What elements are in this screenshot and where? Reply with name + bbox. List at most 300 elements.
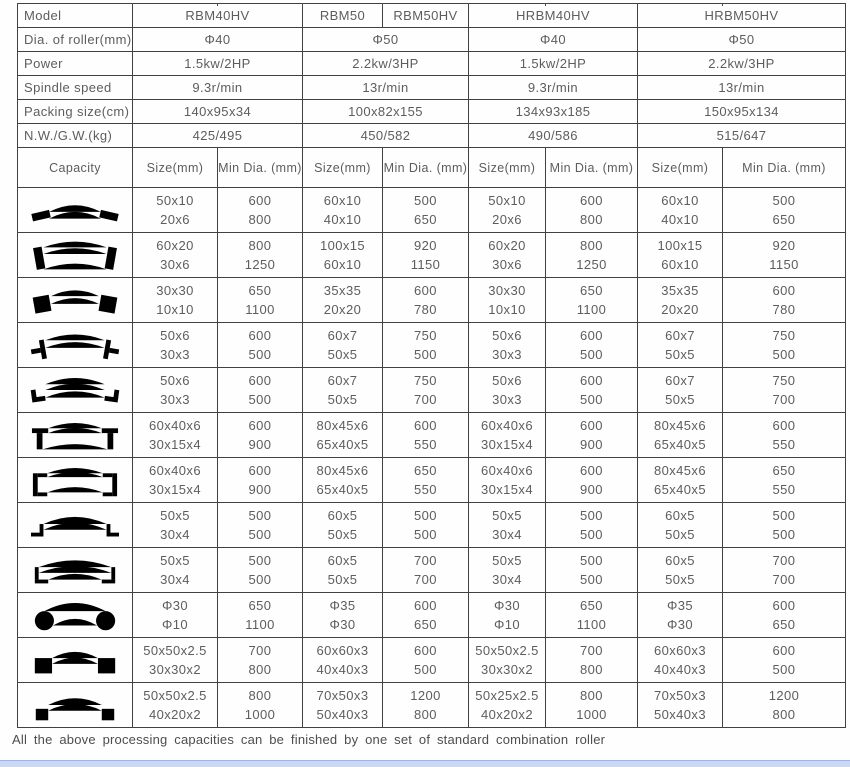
capacity-value-cell xyxy=(469,458,546,503)
capacity-value-cell xyxy=(303,413,383,458)
border-stub xyxy=(722,3,723,6)
spec-row xyxy=(18,76,846,100)
capacity-value-line: 50x6 xyxy=(160,328,190,343)
capacity-value-cell xyxy=(638,683,723,728)
capacity-value-line: 60x10 xyxy=(323,257,362,272)
capacity-value-line: 60x5 xyxy=(327,553,358,568)
capacity-value-cell xyxy=(383,503,469,548)
capacity-row xyxy=(18,638,846,683)
capacity-value-line: 30x15x4 xyxy=(149,482,201,497)
profile-icon-cell xyxy=(18,368,133,413)
capacity-value-line: 600 xyxy=(414,283,437,298)
capacity-value-line: 650 xyxy=(580,598,603,613)
spec-value: 490/586 xyxy=(469,124,638,148)
capacity-value-line: 10x10 xyxy=(488,302,526,317)
capacity-value-line: 60x40x6 xyxy=(149,463,201,478)
capacity-value-line: 30x30x2 xyxy=(481,662,533,677)
spec-value: 13r/min xyxy=(638,76,846,100)
capacity-value-line: 50x6 xyxy=(160,373,190,388)
capacity-value-line: 40x20x2 xyxy=(149,707,201,722)
capacity-value-cell xyxy=(133,188,218,233)
capacity-value-line: 700 xyxy=(772,572,796,587)
capacity-value-line: 900 xyxy=(248,437,272,452)
capacity-value-line: 600 xyxy=(772,643,796,658)
spec-value: RBM50 xyxy=(303,4,383,28)
border-stub xyxy=(637,3,638,6)
capacity-value-line: 800 xyxy=(248,662,272,677)
profile-icon-cell xyxy=(18,413,133,458)
capacity-value-line: 80x45x6 xyxy=(316,418,369,433)
capacity-value-cell xyxy=(303,278,383,323)
capacity-value-cell xyxy=(383,413,469,458)
capacity-value-line: 30x3 xyxy=(492,347,522,362)
spec-value: 140x95x34 xyxy=(133,100,303,124)
capacity-value-line: 50x10 xyxy=(156,193,194,208)
capacity-value-line: 65x40x5 xyxy=(316,482,369,497)
capacity-value-line: 1100 xyxy=(576,617,607,632)
capacity-value-line: 50x50x2.5 xyxy=(143,643,207,658)
capacity-value-line: 60x10 xyxy=(661,193,699,208)
round-tube-icon xyxy=(27,593,123,637)
footer-note: All the above processing capacities can be finished by one set of standard combination roller xyxy=(12,732,606,747)
capacity-value-line: 50x25x2.5 xyxy=(475,688,539,703)
capacity-value-line: 50x5 xyxy=(665,572,695,587)
capacity-value-line: 70x50x3 xyxy=(316,688,369,703)
capacity-value-cell xyxy=(303,548,383,593)
capacity-value-cell xyxy=(723,233,846,278)
capacity-value-line: 30x3 xyxy=(492,392,522,407)
capacity-value-line: 600 xyxy=(580,418,603,433)
capacity-value-line: 600 xyxy=(248,418,272,433)
capacity-value-cell xyxy=(218,548,303,593)
capacity-value-line: 30x6 xyxy=(492,257,522,272)
capacity-value-line: 500 xyxy=(414,508,437,523)
capacity-value-line: 600 xyxy=(580,463,603,478)
capacity-value-line: 60x7 xyxy=(327,328,358,343)
capacity-value-line: 40x10 xyxy=(661,212,699,227)
border-stub xyxy=(302,3,303,6)
capacity-value-cell xyxy=(546,503,638,548)
capacity-value-line: 500 xyxy=(580,553,603,568)
flat-bar-edge-icon xyxy=(27,233,123,277)
capacity-value-line: 500 xyxy=(580,572,603,587)
capacity-value-line: 650 xyxy=(580,283,603,298)
spec-row-label: Spindle speed xyxy=(18,76,133,100)
capacity-value-line: 30x15x4 xyxy=(149,437,201,452)
spec-row xyxy=(18,124,846,148)
capacity-value-line: 600 xyxy=(414,598,437,613)
spec-value: Φ50 xyxy=(638,28,846,52)
capacity-value-cell xyxy=(638,638,723,683)
capacity-value-line: 1100 xyxy=(245,302,275,317)
spec-sheet-page xyxy=(0,3,850,767)
capacity-value-cell xyxy=(723,593,846,638)
capacity-value-line: 500 xyxy=(580,347,603,362)
capacity-value-cell xyxy=(469,593,546,638)
capacity-value-line: 650 xyxy=(772,212,796,227)
capacity-value-cell xyxy=(638,323,723,368)
capacity-value-cell xyxy=(383,233,469,278)
capacity-value-line: 70x50x3 xyxy=(654,688,706,703)
capacity-value-line: 500 xyxy=(248,553,272,568)
capacity-value-line: 35x35 xyxy=(661,283,699,298)
capacity-value-line: 60x7 xyxy=(665,328,695,343)
spec-value: 100x82x155 xyxy=(303,100,469,124)
capacity-row xyxy=(18,323,846,368)
capacity-value-line: 30x30x2 xyxy=(149,662,201,677)
capacity-value-cell xyxy=(133,593,218,638)
capacity-value-line: 700 xyxy=(414,553,437,568)
spec-value: 1.5kw/2HP xyxy=(133,52,303,76)
capacity-value-cell xyxy=(133,323,218,368)
spec-section xyxy=(18,4,846,148)
capacity-value-line: Φ35 xyxy=(329,598,356,613)
min-dia-column-header: Min Dia. (mm) xyxy=(723,148,846,188)
border-stub xyxy=(382,3,383,6)
capacity-row xyxy=(18,368,846,413)
spec-value: HRBM50HV xyxy=(638,4,846,28)
capacity-value-line: 30x30 xyxy=(488,283,526,298)
capacity-row xyxy=(18,458,846,503)
capacity-value-line: 600 xyxy=(248,193,272,208)
capacity-value-line: 800 xyxy=(248,688,272,703)
capacity-value-cell xyxy=(218,368,303,413)
capacity-value-line: 40x40x3 xyxy=(654,662,706,677)
capacity-value-line: 600 xyxy=(772,283,796,298)
capacity-value-line: 750 xyxy=(772,328,796,343)
capacity-value-line: 50x5 xyxy=(160,508,190,523)
spec-value: 9.3r/min xyxy=(133,76,303,100)
capacity-value-line: 30x15x4 xyxy=(481,437,533,452)
spec-value: 2.2kw/3HP xyxy=(638,52,846,76)
capacity-value-line: 500 xyxy=(772,193,796,208)
capacity-row xyxy=(18,188,846,233)
capacity-value-line: 750 xyxy=(772,373,796,388)
capacity-value-line: 500 xyxy=(414,193,437,208)
capacity-value-line: 800 xyxy=(248,238,272,253)
capacity-value-line: 1100 xyxy=(576,302,607,317)
capacity-value-line: 500 xyxy=(248,392,272,407)
capacity-value-line: 650 xyxy=(414,212,437,227)
capacity-value-cell xyxy=(546,638,638,683)
capacity-value-cell xyxy=(218,683,303,728)
capacity-value-cell xyxy=(723,278,846,323)
capacity-value-cell xyxy=(638,548,723,593)
capacity-value-line: 60x20 xyxy=(156,238,194,253)
capacity-value-cell xyxy=(303,233,383,278)
capacity-value-line: 65x40x5 xyxy=(654,482,706,497)
capacity-value-line: 50x5 xyxy=(327,527,358,542)
border-stub xyxy=(845,3,846,6)
border-stub xyxy=(132,3,133,6)
capacity-value-line: 50x5 xyxy=(492,553,522,568)
capacity-value-line: 60x60x3 xyxy=(654,643,706,658)
spec-row xyxy=(18,4,846,28)
capacity-value-cell xyxy=(383,458,469,503)
capacity-value-line: 600 xyxy=(580,193,603,208)
capacity-value-line: 60x20 xyxy=(488,238,526,253)
capacity-value-line: 550 xyxy=(772,437,796,452)
spec-row-label: N.W./G.W.(kg) xyxy=(18,124,133,148)
capacity-value-cell xyxy=(723,683,846,728)
capacity-value-cell xyxy=(218,278,303,323)
capacity-value-cell xyxy=(218,413,303,458)
capacity-value-line: 20x20 xyxy=(661,302,699,317)
profile-icon-cell xyxy=(18,593,133,638)
capacity-value-line: 900 xyxy=(580,482,603,497)
capacity-value-line: 650 xyxy=(772,617,796,632)
capacity-value-cell xyxy=(469,413,546,458)
capacity-value-line: 600 xyxy=(580,328,603,343)
capacity-row xyxy=(18,278,846,323)
capacity-value-cell xyxy=(546,683,638,728)
capacity-value-line: 35x35 xyxy=(323,283,362,298)
profile-icon-cell xyxy=(18,548,133,593)
spec-value: 150x95x134 xyxy=(638,100,846,124)
angle-bar-icon xyxy=(27,368,123,412)
capacity-value-cell xyxy=(723,638,846,683)
capacity-value-cell xyxy=(546,323,638,368)
profile-icon-cell xyxy=(18,638,133,683)
capacity-value-cell xyxy=(383,638,469,683)
capacity-value-line: 50x40x3 xyxy=(316,707,369,722)
min-dia-column-header: Min Dia. (mm) xyxy=(383,148,469,188)
capacity-row xyxy=(18,593,846,638)
border-stub xyxy=(17,3,18,6)
capacity-value-line: 800 xyxy=(580,662,603,677)
capacity-value-line: 60x7 xyxy=(665,373,695,388)
capacity-value-cell xyxy=(469,683,546,728)
spec-row xyxy=(18,28,846,52)
capacity-value-cell xyxy=(638,593,723,638)
capacity-value-cell xyxy=(546,233,638,278)
capacity-value-line: 50x40x3 xyxy=(654,707,706,722)
capacity-value-line: 50x6 xyxy=(492,373,522,388)
profile-icon-cell xyxy=(18,683,133,728)
size-column-header: Size(mm) xyxy=(133,148,218,188)
min-dia-column-header: Min Dia. (mm) xyxy=(218,148,303,188)
spec-value: 515/647 xyxy=(638,124,846,148)
capacity-value-line: 60x40x6 xyxy=(481,463,533,478)
capacity-value-line: 30x3 xyxy=(160,392,190,407)
capacity-value-line: 900 xyxy=(248,482,272,497)
capacity-value-cell xyxy=(469,233,546,278)
capacity-value-line: 780 xyxy=(414,302,437,317)
square-bar-icon xyxy=(27,278,123,322)
capacity-value-line: 30x6 xyxy=(160,257,190,272)
spec-value: HRBM40HV xyxy=(469,4,638,28)
capacity-value-line: 700 xyxy=(580,643,603,658)
capacity-value-cell xyxy=(303,458,383,503)
capacity-value-line: 60x10 xyxy=(323,193,362,208)
capacity-value-line: 30x4 xyxy=(160,572,190,587)
capacity-value-cell xyxy=(218,233,303,278)
capacity-value-line: 60x5 xyxy=(665,508,695,523)
spec-row xyxy=(18,100,846,124)
capacity-value-cell xyxy=(133,278,218,323)
capacity-value-cell xyxy=(133,413,218,458)
capacity-value-line: 780 xyxy=(772,302,796,317)
profile-icon-cell xyxy=(18,323,133,368)
capacity-row xyxy=(18,683,846,728)
capacity-value-cell xyxy=(133,683,218,728)
capacity-row xyxy=(18,503,846,548)
capacity-value-line: 50x5 xyxy=(160,553,190,568)
capacity-value-line: 500 xyxy=(772,508,796,523)
capacity-value-cell xyxy=(469,503,546,548)
capacity-value-line: 50x5 xyxy=(492,508,522,523)
capacity-value-line: 10x10 xyxy=(156,302,194,317)
border-stub xyxy=(545,3,546,6)
hat-section-icon xyxy=(27,503,123,547)
capacity-value-line: 1000 xyxy=(244,707,276,722)
spec-value: 9.3r/min xyxy=(469,76,638,100)
capacity-value-line: 30x30 xyxy=(156,283,194,298)
capacity-value-line: 700 xyxy=(414,392,437,407)
capacity-value-line: 800 xyxy=(580,238,603,253)
capacity-value-line: 500 xyxy=(414,662,437,677)
capacity-value-line: 100x15 xyxy=(319,238,366,253)
capacity-value-cell xyxy=(723,458,846,503)
capacity-value-line: 800 xyxy=(248,212,272,227)
capacity-value-cell xyxy=(303,638,383,683)
capacity-value-line: 1150 xyxy=(769,257,799,272)
capacity-value-cell xyxy=(383,593,469,638)
capacity-value-line: 800 xyxy=(414,707,437,722)
capacity-value-cell xyxy=(723,503,846,548)
spec-row-label: Packing size(cm) xyxy=(18,100,133,124)
capacity-value-line: 500 xyxy=(414,347,437,362)
capacity-value-line: 600 xyxy=(772,418,796,433)
capacity-value-line: Φ30 xyxy=(493,598,521,613)
profile-icon-cell xyxy=(18,503,133,548)
spec-value: RBM50HV xyxy=(383,4,469,28)
capacity-value-line: 920 xyxy=(414,238,437,253)
capacity-value-line: 500 xyxy=(772,662,796,677)
capacity-value-cell xyxy=(303,593,383,638)
capacity-value-line: 50x5 xyxy=(327,392,358,407)
capacity-value-cell xyxy=(469,278,546,323)
t-bar-icon xyxy=(27,323,123,367)
capacity-value-cell xyxy=(469,638,546,683)
capacity-value-line: 30x4 xyxy=(160,527,190,542)
capacity-value-line: 650 xyxy=(414,463,437,478)
capacity-value-line: 60x5 xyxy=(327,508,358,523)
capacity-value-cell xyxy=(546,368,638,413)
capacity-value-line: 800 xyxy=(772,707,796,722)
capacity-value-line: 60x5 xyxy=(665,553,695,568)
capacity-value-cell xyxy=(546,548,638,593)
capacity-value-cell xyxy=(546,278,638,323)
capacity-value-line: 800 xyxy=(580,212,603,227)
rect-tube-icon xyxy=(27,683,123,727)
capacity-value-cell xyxy=(383,188,469,233)
capacity-value-line: 1100 xyxy=(245,617,275,632)
capacity-value-line: 500 xyxy=(248,527,272,542)
spec-row-label: Power xyxy=(18,52,133,76)
capacity-value-cell xyxy=(638,458,723,503)
capacity-value-line: 600 xyxy=(248,373,272,388)
capacity-header-label: Capacity xyxy=(18,148,133,188)
capacity-value-cell xyxy=(638,233,723,278)
capacity-value-cell xyxy=(133,503,218,548)
spec-value: Φ50 xyxy=(303,28,469,52)
capacity-value-line: 30x4 xyxy=(492,527,522,542)
capacity-value-line: 1250 xyxy=(576,257,607,272)
spec-row-label: Model xyxy=(18,4,133,28)
capacity-value-line: 50x5 xyxy=(327,572,358,587)
capacity-value-line: 900 xyxy=(580,437,603,452)
size-column-header: Size(mm) xyxy=(469,148,546,188)
capacity-value-line: 60x40x6 xyxy=(149,418,201,433)
capacity-value-cell xyxy=(218,503,303,548)
capacity-value-cell xyxy=(383,548,469,593)
t-bar-down-icon xyxy=(27,413,123,457)
spec-value: Φ40 xyxy=(133,28,303,52)
border-stub xyxy=(468,3,469,6)
capacity-value-line: 65x40x5 xyxy=(316,437,369,452)
capacity-value-line: 500 xyxy=(580,392,603,407)
capacity-value-line: 500 xyxy=(248,508,272,523)
capacity-value-line: 650 xyxy=(248,598,272,613)
capacity-row xyxy=(18,548,846,593)
capacity-value-line: 20x20 xyxy=(323,302,362,317)
capacity-value-line: 600 xyxy=(772,598,796,613)
capacity-value-cell xyxy=(469,368,546,413)
capacity-value-line: 80x45x6 xyxy=(316,463,369,478)
spec-value: 13r/min xyxy=(303,76,469,100)
capacity-value-line: 1150 xyxy=(410,257,441,272)
capacity-value-cell xyxy=(133,368,218,413)
capacity-value-cell xyxy=(723,413,846,458)
capacity-value-line: 600 xyxy=(414,643,437,658)
capacity-value-cell xyxy=(133,638,218,683)
capacity-value-cell xyxy=(638,413,723,458)
capacity-value-line: 700 xyxy=(772,553,796,568)
capacity-value-line: 65x40x5 xyxy=(654,437,706,452)
capacity-value-cell xyxy=(383,323,469,368)
capacity-value-cell xyxy=(638,503,723,548)
bottom-blue-bar xyxy=(0,760,850,767)
capacity-value-line: 500 xyxy=(248,572,272,587)
spec-value: 1.5kw/2HP xyxy=(469,52,638,76)
capacity-value-line: 40x10 xyxy=(323,212,362,227)
channel-in-icon xyxy=(27,458,123,502)
capacity-value-line: 650 xyxy=(414,617,437,632)
capacity-value-line: 700 xyxy=(414,572,437,587)
capacity-value-cell xyxy=(133,548,218,593)
capacity-value-cell xyxy=(133,233,218,278)
channel-up-icon xyxy=(27,548,123,592)
capacity-value-line: 750 xyxy=(414,328,437,343)
capacity-value-line: 920 xyxy=(772,238,796,253)
spec-value: 425/495 xyxy=(133,124,303,148)
capacity-value-cell xyxy=(546,458,638,503)
profile-icon-cell xyxy=(18,458,133,503)
capacity-value-line: 550 xyxy=(414,437,437,452)
capacity-value-line: 60x7 xyxy=(327,373,358,388)
capacity-value-cell xyxy=(218,458,303,503)
capacity-value-line: 50x5 xyxy=(665,392,695,407)
capacity-value-cell xyxy=(303,368,383,413)
capacity-value-line: 650 xyxy=(248,283,272,298)
capacity-value-cell xyxy=(133,458,218,503)
capacity-value-line: 500 xyxy=(772,347,796,362)
capacity-value-cell xyxy=(546,413,638,458)
capacity-value-cell xyxy=(218,188,303,233)
capacity-value-line: 550 xyxy=(772,482,796,497)
spec-row xyxy=(18,52,846,76)
